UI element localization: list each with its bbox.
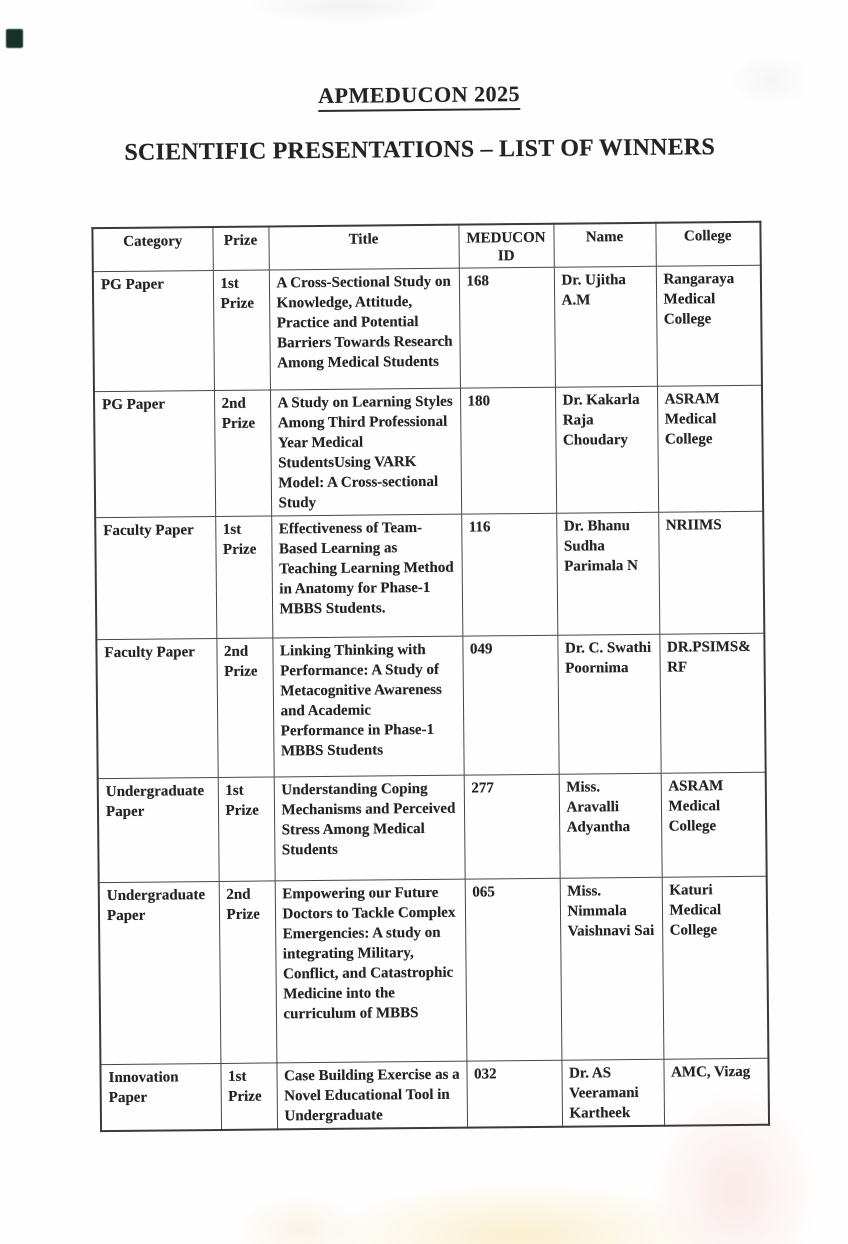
table-row-innovation-paper-1st bbox=[100, 1058, 769, 1131]
cell-category: Undergraduate Paper bbox=[99, 881, 221, 1064]
table-row-undergraduate-paper-1st bbox=[98, 772, 767, 882]
cell-name: Miss. Aravalli Adyantha bbox=[559, 773, 662, 878]
table-row-undergraduate-paper-2nd bbox=[99, 876, 769, 1064]
cell-college: ASRAM Medical College bbox=[661, 772, 767, 877]
cell-college: NRIIMS bbox=[658, 511, 764, 634]
cell-title: A Study on Learning Styles Among Third Professional Year Medical StudentsUsing VARK Model: A Cross-sectional Study bbox=[270, 388, 461, 516]
cell-meducon-id: 065 bbox=[465, 878, 562, 1061]
col-header-title: Title bbox=[268, 225, 458, 270]
table-row-faculty-paper-1st bbox=[95, 511, 764, 639]
cell-category: PG Paper bbox=[94, 391, 215, 518]
cell-name: Dr. AS Veeramani Kartheek bbox=[561, 1059, 664, 1126]
cell-category: Undergraduate Paper bbox=[98, 777, 219, 882]
cell-name: Dr. C. Swathi Poornima bbox=[557, 634, 660, 774]
cell-prize: 1st Prize bbox=[215, 516, 272, 639]
cell-title: A Cross-Sectional Study on Knowledge, Attitude, Practice and Potential Barriers Towards Research Among Medical Students bbox=[269, 268, 460, 390]
cell-meducon-id: 168 bbox=[459, 267, 555, 388]
cell-prize: 1st Prize bbox=[218, 777, 275, 882]
title-row bbox=[0, 78, 843, 115]
cell-name: Dr. Kakarla Raja Choudary bbox=[555, 386, 658, 513]
cell-prize: 1st Prize bbox=[213, 270, 270, 391]
cell-college: AMC, Vizag bbox=[663, 1058, 769, 1126]
cell-name: Dr. Ujitha A.M bbox=[554, 266, 657, 387]
cell-title: Empowering our Future Doctors to Tackle Complex Emergencies: A study on integrating Military, Conflict, and Catastrophic Medicine into the curriculum of MBBS bbox=[275, 879, 467, 1063]
table-row-faculty-paper-2nd bbox=[96, 633, 765, 778]
cell-category: Faculty Paper bbox=[95, 517, 216, 640]
cell-prize: 2nd Prize bbox=[216, 638, 273, 778]
cell-title: Case Building Exercise as a Novel Educational Tool in Undergraduate bbox=[276, 1061, 467, 1129]
winners-table-header bbox=[92, 222, 760, 272]
cell-college: ASRAM Medical College bbox=[657, 385, 763, 512]
winners-table-body bbox=[93, 265, 769, 1131]
cell-meducon-id: 180 bbox=[460, 387, 556, 514]
cell-college: DR.PSIMS& RF bbox=[659, 633, 765, 773]
cell-meducon-id: 277 bbox=[464, 774, 560, 879]
winners-table bbox=[91, 221, 770, 1132]
header-row bbox=[92, 222, 760, 272]
cell-category: Faculty Paper bbox=[96, 638, 217, 778]
cell-title: Understanding Coping Mechanisms and Perceived Stress Among Medical Students bbox=[274, 775, 465, 881]
cell-meducon-id: 049 bbox=[462, 635, 558, 775]
col-header-name: Name bbox=[553, 223, 655, 267]
cell-meducon-id: 032 bbox=[466, 1060, 562, 1127]
cell-college: Katuri Medical College bbox=[662, 876, 769, 1059]
cell-category: Innovation Paper bbox=[100, 1063, 221, 1131]
col-header-prize: Prize bbox=[212, 226, 268, 270]
cell-prize: 2nd Prize bbox=[214, 390, 271, 517]
cell-college: Rangaraya Medical College bbox=[656, 265, 762, 386]
table-row-pg-paper-1st bbox=[93, 265, 762, 391]
document-subtitle: SCIENTIFIC PRESENTATIONS – LIST OF WINNERS bbox=[124, 134, 716, 166]
cell-meducon-id: 116 bbox=[461, 513, 557, 636]
col-header-category: Category bbox=[92, 227, 212, 272]
table-row-pg-paper-2nd bbox=[94, 385, 763, 517]
cell-category: PG Paper bbox=[93, 271, 214, 392]
cell-prize: 2nd Prize bbox=[219, 881, 277, 1064]
col-header-meducon-id: MEDUCON ID bbox=[458, 224, 553, 268]
cell-title: Effectiveness of Team-Based Learning as Teaching Learning Method in Anatomy for Phase-1 MBBS Students. bbox=[271, 514, 462, 638]
cell-name: Dr. Bhanu Sudha Parimala N bbox=[556, 512, 659, 635]
cell-title: Linking Thinking with Performance: A Study of Metacognitive Awareness and Academic Performance in Phase-1 MBBS Students bbox=[272, 636, 463, 777]
cell-name: Miss. Nimmala Vaishnavi Sai bbox=[560, 877, 664, 1060]
document-title: APMEDUCON 2025 bbox=[318, 81, 520, 112]
col-header-college: College bbox=[655, 222, 760, 267]
cell-prize: 1st Prize bbox=[220, 1063, 277, 1130]
